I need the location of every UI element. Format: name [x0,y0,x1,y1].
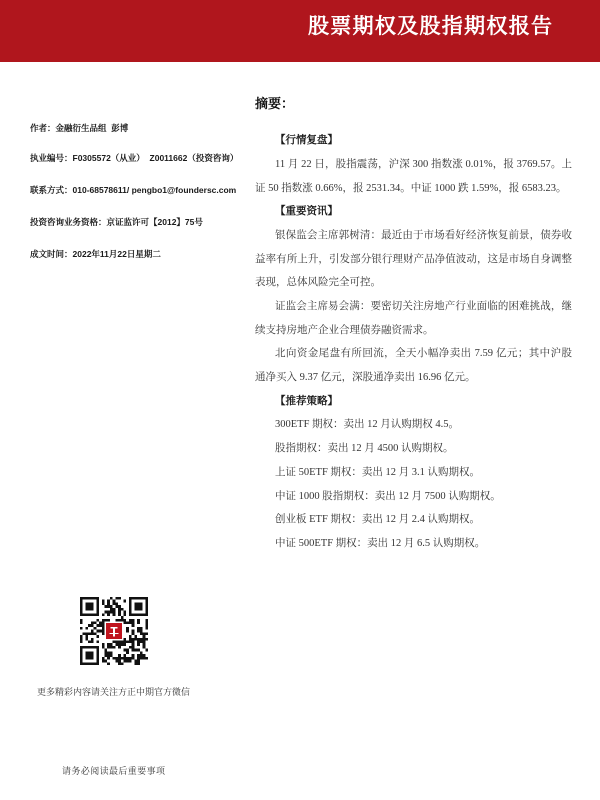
date-label: 成文时间： [30,249,73,259]
strategy-item: 中证 500ETF 期权：卖出 12 月 6.5 认购期权。 [275,537,486,549]
news-paragraph-line: 表现，总体风险完全可控。 [255,277,381,289]
wechat-qr-code [80,597,148,665]
qualification-value: 京证监许可【2012】75号 [106,217,203,227]
news-paragraph-line: 益率有所上升，引发部分银行理财产品净值波动，这是市场自身调整 [255,253,572,265]
disclaimer-note: 请务必阅读最后重要事项 [62,766,166,776]
contact-value: 010-68578611/ pengbo1@foundersc.com [72,185,237,195]
strategy-item: 股指期权：卖出 12 月 4500 认购期权。 [275,443,454,455]
qr-finder-top-left [80,597,99,616]
market-review-line: 11 月 22 日，股指震荡，沪深 300 指数涨 0.01%，报 3769.57。上 [275,158,572,170]
qr-finder-inner [85,602,93,610]
strategy-heading: 【推荐策略】 [275,395,338,407]
contact-label: 联系方式： [30,185,73,195]
summary-body [255,129,572,555]
news-paragraph-line: 银保监会主席郭树清：最近由于市场看好经济恢复前景，债券收 [275,229,572,241]
contact-line [30,183,236,197]
strategy-item: 创业板 ETF 期权：卖出 12 月 2.4 认购期权。 [275,514,481,526]
author-label: 作者： [30,123,56,133]
strategy-item: 上证 50ETF 期权：卖出 12 月 3.1 认购期权。 [275,466,481,478]
report-title: 股票期权及股指期权报告 [308,15,554,38]
author-value: 金融衍生品组 彭博 [55,123,129,133]
strategy-item: 300ETF 期权：卖出 12 月认购期权 4.5。 [275,419,460,431]
news-heading: 【重要资讯】 [275,206,338,218]
qr-finder-inner [85,651,93,659]
qualification-label: 投资咨询业务资格： [30,217,107,227]
news-paragraph-line: 续支持房地产企业合理债券融资需求。 [255,324,434,336]
news-paragraph-line: 北向资金尾盘有所回流，全天小幅净卖出 7.59 亿元；其中沪股 [275,348,572,360]
summary-heading: 摘要： [255,96,295,111]
news-paragraph-line: 证监会主席易会满：要密切关注房地产行业面临的困难挑战，继 [275,301,572,312]
author-line [30,121,128,135]
news-paragraph-line: 通净买入 9.37 亿元，深股通净卖出 16.96 亿元。 [255,372,476,384]
report-banner [0,0,600,62]
license-label: 执业编号： [30,153,73,163]
market-review-heading: 【行情复盘】 [275,135,338,147]
company-logo-icon [104,621,123,640]
qr-finder-top-right [129,597,148,616]
strategy-item: 中证 1000 股指期权：卖出 12 月 7500 认购期权。 [275,490,501,502]
qr-finder-bottom-left [80,646,99,665]
license-value: F0305572（从业） Z0011662（投资咨询） [72,153,239,163]
qr-finder-inner [134,602,142,610]
wechat-caption: 更多精彩内容请关注方正中期官方微信 [37,687,191,697]
license-line [30,151,238,165]
qualification-line [30,215,203,229]
date-line [30,247,161,261]
market-review-line: 证 50 指数涨 0.66%，报 2531.34。中证 1000 跌 1.59%，报 6583.23。 [255,182,567,194]
date-value: 2022年11月22日星期二 [72,249,161,259]
